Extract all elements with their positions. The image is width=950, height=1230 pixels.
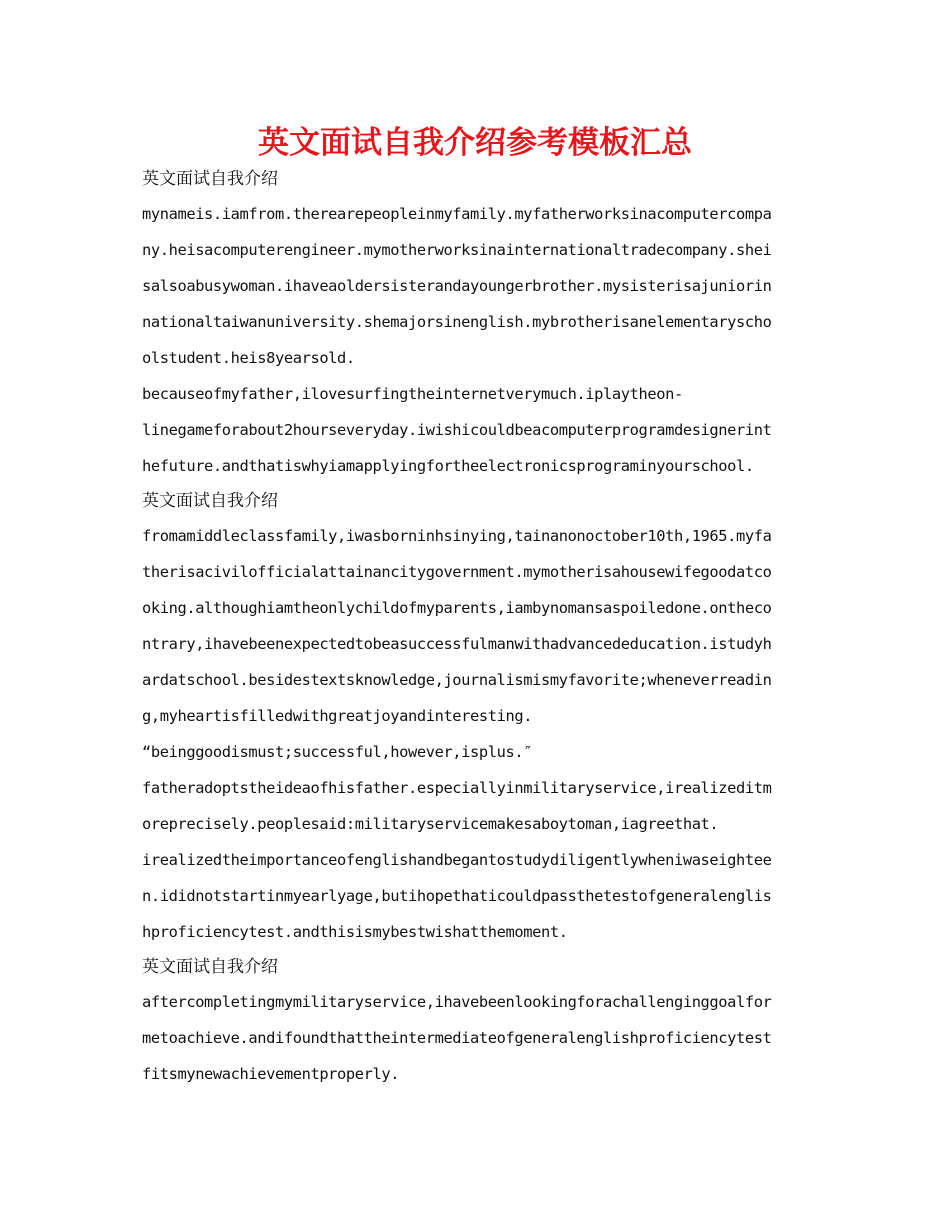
paragraph-line: fromamiddleclassfamily,iwasborninhsinying,tainanonoctober10th,1965.myfa [142, 527, 772, 545]
paragraph-line: ntrary,ihavebeenexpectedtobeasuccessfulmanwithadvancededucation.istudyh [142, 635, 772, 653]
quote-line: “beinggoodismust;successful,however,isplus.″ [142, 743, 533, 761]
document-body [142, 162, 804, 1092]
paragraph-line: oking.althoughiamtheonlychildofmyparents,iambynomansaspoiledone.ontheco [142, 599, 772, 617]
section-heading: 英文面试自我介绍 [142, 957, 278, 977]
paragraph-line: metoachieve.andifoundthattheintermediateofgeneralenglishproficiencytest [142, 1029, 772, 1047]
paragraph-line: becauseofmyfather,ilovesurfingtheinternetverymuch.iplaytheon- [142, 385, 683, 403]
section-1 [142, 162, 804, 484]
paragraph-line: mynameis.iamfrom.therearepeopleinmyfamily.myfatherworksinacomputercompa [142, 205, 772, 223]
paragraph-line: fatheradoptstheideaofhisfather.especiallyinmilitaryservice,irealizeditm [142, 779, 772, 797]
paragraph-line: therisacivilofficialattainancitygovernment.mymotherisahousewifegoodatco [142, 563, 772, 581]
section-2 [142, 484, 804, 950]
paragraph-line: olstudent.heis8yearsold. [142, 349, 355, 367]
paragraph-line: g,myheartisfilledwithgreatjoyandinteresting. [142, 707, 533, 725]
paragraph-line: irealizedtheimportanceofenglishandbegantostudydiligentlywheniwaseightee [142, 851, 772, 869]
paragraph-line: hproficiencytest.andthisismybestwishatthemoment. [142, 923, 568, 941]
paragraph-line: hefuture.andthatiswhyiamapplyingfortheelectronicsprograminyourschool. [142, 457, 754, 475]
paragraph-line: aftercompletingmymilitaryservice,ihavebeenlookingforachallenginggoalfor [142, 993, 772, 1011]
paragraph-line: linegameforabout2hourseveryday.iwishicouldbeacomputerprogramdesignerint [142, 421, 772, 439]
paragraph-line: n.ididnotstartinmyearlyage,butihopethaticouldpassthetestofgeneralenglis [142, 887, 772, 905]
document-title: 英文面试自我介绍参考模板汇总 [258, 125, 692, 161]
paragraph-line: ny.heisacomputerengineer.mymotherworksinainternationaltradecompany.shei [142, 241, 772, 259]
section-heading: 英文面试自我介绍 [142, 169, 278, 189]
paragraph-line: oreprecisely.peoplesaid:militaryservicemakesaboytoman,iagreethat. [142, 815, 719, 833]
section-3 [142, 950, 804, 1092]
paragraph-line: ardatschool.besidestextsknowledge,journalismismyfavorite;wheneverreadin [142, 671, 772, 689]
section-heading: 英文面试自我介绍 [142, 491, 278, 511]
paragraph-line: salsoabusywoman.ihaveaoldersisterandayoungerbrother.mysisterisajuniorin [142, 277, 772, 295]
paragraph-line: nationaltaiwanuniversity.shemajorsinenglish.mybrotherisanelementaryscho [142, 313, 772, 331]
paragraph-line: fitsmynewachievementproperly. [142, 1065, 400, 1083]
